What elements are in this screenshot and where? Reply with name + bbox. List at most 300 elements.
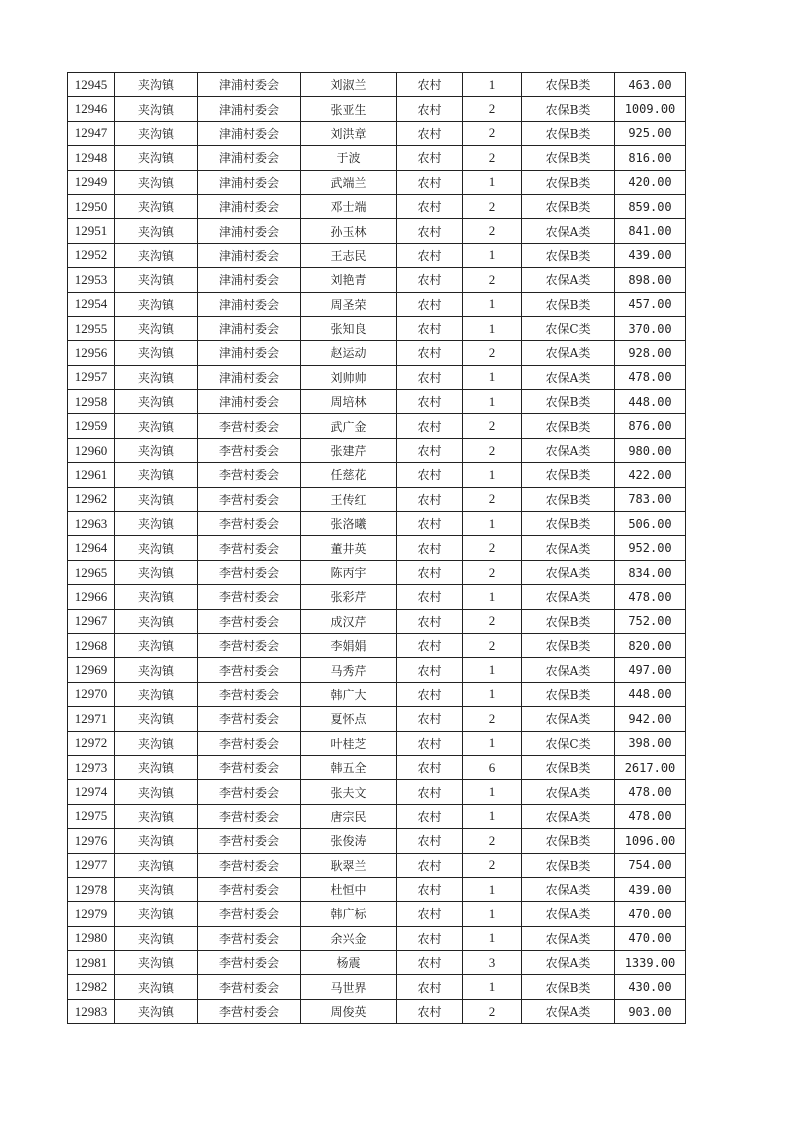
village-committee-cell: 津浦村委会 <box>198 73 301 97</box>
amount-cell: 820.00 <box>615 633 686 657</box>
table-row <box>68 219 686 243</box>
table-row <box>68 170 686 194</box>
household-count-cell: 2 <box>463 536 522 560</box>
town-cell: 夹沟镇 <box>115 560 198 584</box>
household-count-cell: 1 <box>463 390 522 414</box>
town-cell: 夹沟镇 <box>115 926 198 950</box>
town-cell: 夹沟镇 <box>115 463 198 487</box>
area-type-cell: 农村 <box>397 731 463 755</box>
household-count-cell: 2 <box>463 194 522 218</box>
town-cell: 夹沟镇 <box>115 853 198 877</box>
record-id-cell: 12971 <box>68 707 115 731</box>
person-name-cell: 赵运动 <box>301 341 397 365</box>
town-cell: 夹沟镇 <box>115 365 198 389</box>
area-type-cell: 农村 <box>397 316 463 340</box>
amount-cell: 925.00 <box>615 121 686 145</box>
town-cell: 夹沟镇 <box>115 292 198 316</box>
town-cell: 夹沟镇 <box>115 780 198 804</box>
amount-cell: 506.00 <box>615 512 686 536</box>
insurance-category-cell: 农保A类 <box>522 804 615 828</box>
insurance-category-cell: 农保B类 <box>522 829 615 853</box>
amount-cell: 398.00 <box>615 731 686 755</box>
record-id-cell: 12948 <box>68 146 115 170</box>
town-cell: 夹沟镇 <box>115 170 198 194</box>
record-id-cell: 12975 <box>68 804 115 828</box>
record-id-cell: 12980 <box>68 926 115 950</box>
amount-cell: 2617.00 <box>615 755 686 779</box>
town-cell: 夹沟镇 <box>115 951 198 975</box>
amount-cell: 439.00 <box>615 877 686 901</box>
person-name-cell: 王志民 <box>301 243 397 267</box>
person-name-cell: 武广金 <box>301 414 397 438</box>
record-id-cell: 12982 <box>68 975 115 999</box>
household-count-cell: 1 <box>463 877 522 901</box>
village-committee-cell: 李营村委会 <box>198 755 301 779</box>
person-name-cell: 董井英 <box>301 536 397 560</box>
village-committee-cell: 李营村委会 <box>198 853 301 877</box>
person-name-cell: 夏怀点 <box>301 707 397 731</box>
village-committee-cell: 李营村委会 <box>198 877 301 901</box>
insurance-category-cell: 农保B类 <box>522 97 615 121</box>
insurance-category-cell: 农保A类 <box>522 585 615 609</box>
village-committee-cell: 津浦村委会 <box>198 390 301 414</box>
household-count-cell: 2 <box>463 341 522 365</box>
area-type-cell: 农村 <box>397 585 463 609</box>
person-name-cell: 叶桂芝 <box>301 731 397 755</box>
record-id-cell: 12966 <box>68 585 115 609</box>
table-row <box>68 633 686 657</box>
amount-cell: 470.00 <box>615 926 686 950</box>
area-type-cell: 农村 <box>397 292 463 316</box>
record-id-cell: 12967 <box>68 609 115 633</box>
amount-cell: 942.00 <box>615 707 686 731</box>
person-name-cell: 成汉芹 <box>301 609 397 633</box>
person-name-cell: 马世界 <box>301 975 397 999</box>
amount-cell: 439.00 <box>615 243 686 267</box>
household-count-cell: 2 <box>463 97 522 121</box>
area-type-cell: 农村 <box>397 975 463 999</box>
town-cell: 夹沟镇 <box>115 487 198 511</box>
area-type-cell: 农村 <box>397 170 463 194</box>
town-cell: 夹沟镇 <box>115 146 198 170</box>
area-type-cell: 农村 <box>397 682 463 706</box>
insurance-category-cell: 农保C类 <box>522 731 615 755</box>
amount-cell: 834.00 <box>615 560 686 584</box>
insurance-category-cell: 农保B类 <box>522 73 615 97</box>
town-cell: 夹沟镇 <box>115 73 198 97</box>
town-cell: 夹沟镇 <box>115 438 198 462</box>
table-row <box>68 73 686 97</box>
table-row <box>68 121 686 145</box>
table-row <box>68 755 686 779</box>
insurance-category-cell: 农保B类 <box>522 755 615 779</box>
household-count-cell: 2 <box>463 121 522 145</box>
town-cell: 夹沟镇 <box>115 609 198 633</box>
table-row <box>68 365 686 389</box>
village-committee-cell: 李营村委会 <box>198 658 301 682</box>
insurance-category-cell: 农保A类 <box>522 536 615 560</box>
insurance-category-cell: 农保A类 <box>522 219 615 243</box>
village-committee-cell: 津浦村委会 <box>198 365 301 389</box>
record-id-cell: 12983 <box>68 999 115 1023</box>
area-type-cell: 农村 <box>397 999 463 1023</box>
person-name-cell: 韩五全 <box>301 755 397 779</box>
insurance-category-cell: 农保A类 <box>522 560 615 584</box>
household-count-cell: 2 <box>463 853 522 877</box>
person-name-cell: 王传红 <box>301 487 397 511</box>
village-committee-cell: 津浦村委会 <box>198 292 301 316</box>
table-row <box>68 97 686 121</box>
table-row <box>68 877 686 901</box>
person-name-cell: 韩广大 <box>301 682 397 706</box>
household-count-cell: 3 <box>463 951 522 975</box>
table-row <box>68 926 686 950</box>
person-name-cell: 张亚生 <box>301 97 397 121</box>
record-id-cell: 12945 <box>68 73 115 97</box>
area-type-cell: 农村 <box>397 365 463 389</box>
area-type-cell: 农村 <box>397 536 463 560</box>
town-cell: 夹沟镇 <box>115 512 198 536</box>
table-body <box>68 73 686 1024</box>
insurance-category-cell: 农保B类 <box>522 292 615 316</box>
amount-cell: 928.00 <box>615 341 686 365</box>
village-committee-cell: 李营村委会 <box>198 804 301 828</box>
household-count-cell: 1 <box>463 731 522 755</box>
amount-cell: 952.00 <box>615 536 686 560</box>
person-name-cell: 周俊英 <box>301 999 397 1023</box>
amount-cell: 478.00 <box>615 585 686 609</box>
table-row <box>68 243 686 267</box>
town-cell: 夹沟镇 <box>115 999 198 1023</box>
village-committee-cell: 李营村委会 <box>198 926 301 950</box>
household-count-cell: 1 <box>463 804 522 828</box>
household-count-cell: 1 <box>463 463 522 487</box>
area-type-cell: 农村 <box>397 463 463 487</box>
person-name-cell: 唐宗民 <box>301 804 397 828</box>
amount-cell: 478.00 <box>615 780 686 804</box>
person-name-cell: 周培林 <box>301 390 397 414</box>
household-count-cell: 1 <box>463 170 522 194</box>
amount-cell: 478.00 <box>615 365 686 389</box>
amount-cell: 420.00 <box>615 170 686 194</box>
insurance-category-cell: 农保B类 <box>522 414 615 438</box>
town-cell: 夹沟镇 <box>115 341 198 365</box>
town-cell: 夹沟镇 <box>115 755 198 779</box>
insurance-category-cell: 农保C类 <box>522 316 615 340</box>
village-committee-cell: 李营村委会 <box>198 902 301 926</box>
area-type-cell: 农村 <box>397 707 463 731</box>
village-committee-cell: 津浦村委会 <box>198 316 301 340</box>
person-name-cell: 杜恒中 <box>301 877 397 901</box>
record-id-cell: 12953 <box>68 268 115 292</box>
person-name-cell: 陈丙宇 <box>301 560 397 584</box>
household-count-cell: 1 <box>463 682 522 706</box>
table-row <box>68 902 686 926</box>
household-count-cell: 1 <box>463 902 522 926</box>
insurance-category-cell: 农保B类 <box>522 682 615 706</box>
household-count-cell: 1 <box>463 292 522 316</box>
household-count-cell: 1 <box>463 975 522 999</box>
amount-cell: 422.00 <box>615 463 686 487</box>
table-row <box>68 731 686 755</box>
town-cell: 夹沟镇 <box>115 243 198 267</box>
insurance-category-cell: 农保A类 <box>522 707 615 731</box>
record-id-cell: 12972 <box>68 731 115 755</box>
record-id-cell: 12977 <box>68 853 115 877</box>
table-row <box>68 268 686 292</box>
area-type-cell: 农村 <box>397 146 463 170</box>
area-type-cell: 农村 <box>397 512 463 536</box>
town-cell: 夹沟镇 <box>115 219 198 243</box>
record-id-cell: 12970 <box>68 682 115 706</box>
person-name-cell: 李娟娟 <box>301 633 397 657</box>
village-committee-cell: 李营村委会 <box>198 585 301 609</box>
area-type-cell: 农村 <box>397 658 463 682</box>
amount-cell: 980.00 <box>615 438 686 462</box>
person-name-cell: 邓士端 <box>301 194 397 218</box>
village-committee-cell: 李营村委会 <box>198 536 301 560</box>
record-id-cell: 12960 <box>68 438 115 462</box>
town-cell: 夹沟镇 <box>115 316 198 340</box>
household-count-cell: 1 <box>463 316 522 340</box>
area-type-cell: 农村 <box>397 902 463 926</box>
insurance-category-cell: 农保B类 <box>522 512 615 536</box>
record-id-cell: 12976 <box>68 829 115 853</box>
household-count-cell: 1 <box>463 73 522 97</box>
village-committee-cell: 李营村委会 <box>198 560 301 584</box>
insurance-category-cell: 农保B类 <box>522 853 615 877</box>
record-id-cell: 12965 <box>68 560 115 584</box>
area-type-cell: 农村 <box>397 877 463 901</box>
area-type-cell: 农村 <box>397 487 463 511</box>
area-type-cell: 农村 <box>397 341 463 365</box>
table-row <box>68 390 686 414</box>
household-count-cell: 2 <box>463 438 522 462</box>
insurance-category-cell: 农保A类 <box>522 951 615 975</box>
village-committee-cell: 李营村委会 <box>198 682 301 706</box>
table-row <box>68 463 686 487</box>
insurance-category-cell: 农保B类 <box>522 487 615 511</box>
table-row <box>68 146 686 170</box>
town-cell: 夹沟镇 <box>115 877 198 901</box>
village-committee-cell: 李营村委会 <box>198 707 301 731</box>
town-cell: 夹沟镇 <box>115 804 198 828</box>
table-row <box>68 975 686 999</box>
table-row <box>68 609 686 633</box>
village-committee-cell: 李营村委会 <box>198 633 301 657</box>
amount-cell: 816.00 <box>615 146 686 170</box>
insurance-category-cell: 农保A类 <box>522 999 615 1023</box>
record-id-cell: 12955 <box>68 316 115 340</box>
town-cell: 夹沟镇 <box>115 585 198 609</box>
area-type-cell: 农村 <box>397 243 463 267</box>
table-row <box>68 829 686 853</box>
town-cell: 夹沟镇 <box>115 390 198 414</box>
table-row <box>68 414 686 438</box>
person-name-cell: 任慈花 <box>301 463 397 487</box>
amount-cell: 448.00 <box>615 390 686 414</box>
amount-cell: 1096.00 <box>615 829 686 853</box>
record-id-cell: 12978 <box>68 877 115 901</box>
person-name-cell: 马秀芹 <box>301 658 397 682</box>
table-row <box>68 536 686 560</box>
table-row <box>68 780 686 804</box>
area-type-cell: 农村 <box>397 73 463 97</box>
record-id-cell: 12949 <box>68 170 115 194</box>
record-id-cell: 12958 <box>68 390 115 414</box>
table-row <box>68 707 686 731</box>
household-count-cell: 2 <box>463 633 522 657</box>
area-type-cell: 农村 <box>397 853 463 877</box>
village-committee-cell: 津浦村委会 <box>198 194 301 218</box>
record-id-cell: 12956 <box>68 341 115 365</box>
town-cell: 夹沟镇 <box>115 682 198 706</box>
household-count-cell: 2 <box>463 999 522 1023</box>
amount-cell: 898.00 <box>615 268 686 292</box>
village-committee-cell: 李营村委会 <box>198 999 301 1023</box>
town-cell: 夹沟镇 <box>115 731 198 755</box>
record-id-cell: 12979 <box>68 902 115 926</box>
insurance-category-cell: 农保A类 <box>522 438 615 462</box>
village-committee-cell: 李营村委会 <box>198 463 301 487</box>
insurance-category-cell: 农保B类 <box>522 194 615 218</box>
area-type-cell: 农村 <box>397 633 463 657</box>
record-id-cell: 12962 <box>68 487 115 511</box>
amount-cell: 754.00 <box>615 853 686 877</box>
town-cell: 夹沟镇 <box>115 658 198 682</box>
household-count-cell: 1 <box>463 512 522 536</box>
insurance-category-cell: 农保A类 <box>522 877 615 901</box>
insurance-category-cell: 农保B类 <box>522 243 615 267</box>
record-id-cell: 12957 <box>68 365 115 389</box>
household-count-cell: 2 <box>463 609 522 633</box>
town-cell: 夹沟镇 <box>115 121 198 145</box>
amount-cell: 448.00 <box>615 682 686 706</box>
household-count-cell: 1 <box>463 780 522 804</box>
person-name-cell: 张建芹 <box>301 438 397 462</box>
person-name-cell: 刘洪章 <box>301 121 397 145</box>
amount-cell: 463.00 <box>615 73 686 97</box>
table-row <box>68 682 686 706</box>
person-name-cell: 耿翠兰 <box>301 853 397 877</box>
insurance-category-cell: 农保A类 <box>522 268 615 292</box>
table-row <box>68 951 686 975</box>
insurance-category-cell: 农保B类 <box>522 975 615 999</box>
town-cell: 夹沟镇 <box>115 194 198 218</box>
subsidy-table <box>67 72 686 1024</box>
area-type-cell: 农村 <box>397 926 463 950</box>
amount-cell: 457.00 <box>615 292 686 316</box>
table-row <box>68 316 686 340</box>
household-count-cell: 1 <box>463 926 522 950</box>
household-count-cell: 1 <box>463 658 522 682</box>
area-type-cell: 农村 <box>397 414 463 438</box>
person-name-cell: 杨震 <box>301 951 397 975</box>
village-committee-cell: 李营村委会 <box>198 414 301 438</box>
area-type-cell: 农村 <box>397 268 463 292</box>
town-cell: 夹沟镇 <box>115 829 198 853</box>
record-id-cell: 12961 <box>68 463 115 487</box>
household-count-cell: 2 <box>463 487 522 511</box>
person-name-cell: 韩广标 <box>301 902 397 926</box>
table-row <box>68 560 686 584</box>
area-type-cell: 农村 <box>397 951 463 975</box>
area-type-cell: 农村 <box>397 97 463 121</box>
insurance-category-cell: 农保A类 <box>522 365 615 389</box>
insurance-category-cell: 农保B类 <box>522 633 615 657</box>
amount-cell: 470.00 <box>615 902 686 926</box>
table-row <box>68 512 686 536</box>
area-type-cell: 农村 <box>397 804 463 828</box>
insurance-category-cell: 农保B类 <box>522 146 615 170</box>
village-committee-cell: 津浦村委会 <box>198 146 301 170</box>
village-committee-cell: 津浦村委会 <box>198 170 301 194</box>
village-committee-cell: 李营村委会 <box>198 512 301 536</box>
record-id-cell: 12974 <box>68 780 115 804</box>
record-id-cell: 12964 <box>68 536 115 560</box>
village-committee-cell: 李营村委会 <box>198 487 301 511</box>
table-row <box>68 194 686 218</box>
village-committee-cell: 李营村委会 <box>198 951 301 975</box>
amount-cell: 903.00 <box>615 999 686 1023</box>
record-id-cell: 12981 <box>68 951 115 975</box>
record-id-cell: 12973 <box>68 755 115 779</box>
insurance-category-cell: 农保B类 <box>522 170 615 194</box>
amount-cell: 1009.00 <box>615 97 686 121</box>
person-name-cell: 张洛曦 <box>301 512 397 536</box>
person-name-cell: 张彩芹 <box>301 585 397 609</box>
area-type-cell: 农村 <box>397 560 463 584</box>
amount-cell: 859.00 <box>615 194 686 218</box>
person-name-cell: 刘艳青 <box>301 268 397 292</box>
household-count-cell: 1 <box>463 365 522 389</box>
amount-cell: 841.00 <box>615 219 686 243</box>
amount-cell: 876.00 <box>615 414 686 438</box>
table-row <box>68 341 686 365</box>
village-committee-cell: 李营村委会 <box>198 975 301 999</box>
village-committee-cell: 津浦村委会 <box>198 219 301 243</box>
household-count-cell: 2 <box>463 707 522 731</box>
table-row <box>68 853 686 877</box>
village-committee-cell: 李营村委会 <box>198 780 301 804</box>
amount-cell: 783.00 <box>615 487 686 511</box>
table-row <box>68 585 686 609</box>
insurance-category-cell: 农保B类 <box>522 463 615 487</box>
insurance-category-cell: 农保A类 <box>522 902 615 926</box>
area-type-cell: 农村 <box>397 438 463 462</box>
town-cell: 夹沟镇 <box>115 633 198 657</box>
household-count-cell: 2 <box>463 829 522 853</box>
amount-cell: 497.00 <box>615 658 686 682</box>
person-name-cell: 于波 <box>301 146 397 170</box>
person-name-cell: 周圣荣 <box>301 292 397 316</box>
village-committee-cell: 津浦村委会 <box>198 121 301 145</box>
person-name-cell: 武端兰 <box>301 170 397 194</box>
person-name-cell: 刘帅帅 <box>301 365 397 389</box>
amount-cell: 370.00 <box>615 316 686 340</box>
household-count-cell: 2 <box>463 414 522 438</box>
household-count-cell: 6 <box>463 755 522 779</box>
insurance-category-cell: 农保B类 <box>522 121 615 145</box>
table-row <box>68 999 686 1023</box>
record-id-cell: 12969 <box>68 658 115 682</box>
record-id-cell: 12954 <box>68 292 115 316</box>
village-committee-cell: 津浦村委会 <box>198 97 301 121</box>
town-cell: 夹沟镇 <box>115 975 198 999</box>
table-row <box>68 487 686 511</box>
area-type-cell: 农村 <box>397 755 463 779</box>
area-type-cell: 农村 <box>397 194 463 218</box>
